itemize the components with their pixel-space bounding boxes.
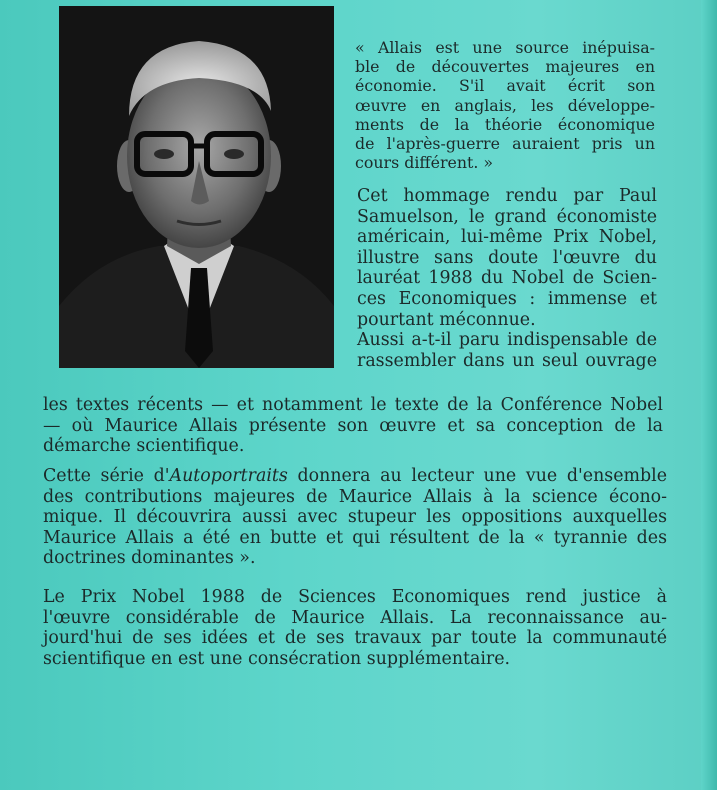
- author-portrait-photo: [59, 6, 334, 368]
- paragraph-autoportraits: [43, 466, 667, 569]
- paragraph-line: Le Prix Nobel 1988 de Sciences Economiques rend justice à: [43, 587, 667, 607]
- paragraph-line: l'œuvre considérable de Maurice Allais. La reconnaissance au-: [43, 607, 667, 628]
- paragraph-line: des contributions majeures de Maurice Allais à la science écono-: [43, 486, 667, 507]
- portrait-illustration: [59, 6, 334, 368]
- quote-line: de l'après-guerre auraient pris un: [355, 134, 655, 154]
- quote-line: ments de la théorie économique: [355, 114, 655, 134]
- quote-line: œuvre en anglais, les développe-: [355, 95, 655, 115]
- paragraph-text: donnera au lecteur une vue d'ensemble: [287, 466, 667, 486]
- paragraph-line: Maurice Allais a été en butte et qui résultent de la « tyrannie des: [43, 527, 667, 548]
- cover-edge: [701, 0, 717, 790]
- quote-line: « Allais est une source inépuisa-: [355, 38, 655, 57]
- quote-line: ble de découvertes majeures en: [355, 57, 655, 77]
- quote-line: économie. S'il avait écrit son: [355, 76, 655, 96]
- intro-paragraph: [357, 186, 657, 371]
- paragraph-nobel-prize: [43, 587, 667, 669]
- paragraph-line: mique. Il découvrira aussi avec stupeur les oppositions auxquelles: [43, 507, 667, 528]
- intro-line: rassembler dans un seul ouvrage: [357, 350, 657, 371]
- paragraph-line: scientifique en est une consécration supplémentaire.: [43, 648, 511, 669]
- intro-line: lauréat 1988 du Nobel de Scien-: [357, 268, 657, 289]
- paragraph-text: Cette série d': [43, 466, 170, 486]
- paragraph-nobel-conference: [43, 395, 663, 457]
- paragraph-line: les textes récents — et notamment le texte de la Conférence Nobel: [43, 395, 663, 415]
- quote-line: cours différent. »: [355, 153, 494, 173]
- paragraph-line: — où Maurice Allais présente son œuvre et sa conception de la: [43, 415, 663, 436]
- intro-line: illustre sans doute l'œuvre du: [357, 247, 657, 268]
- intro-line: ces Economiques : immense et: [357, 288, 657, 309]
- paragraph-line: jourd'hui de ses idées et de ses travaux par toute la communauté: [43, 628, 667, 649]
- intro-line: Cet hommage rendu par Paul: [357, 186, 657, 206]
- book-series-title: Autoportraits: [169, 466, 288, 486]
- intro-line: pourtant méconnue.: [357, 309, 536, 330]
- intro-line: américain, lui-même Prix Nobel,: [357, 227, 657, 248]
- samuelson-quote: [355, 38, 655, 172]
- paragraph-line: démarche scientifique.: [43, 436, 245, 457]
- intro-line: Samuelson, le grand économiste: [357, 206, 657, 227]
- paragraph-line: [43, 466, 667, 487]
- paragraph-line: doctrines dominantes ».: [43, 548, 256, 569]
- intro-line: Aussi a-t-il paru indispensable de: [357, 330, 657, 351]
